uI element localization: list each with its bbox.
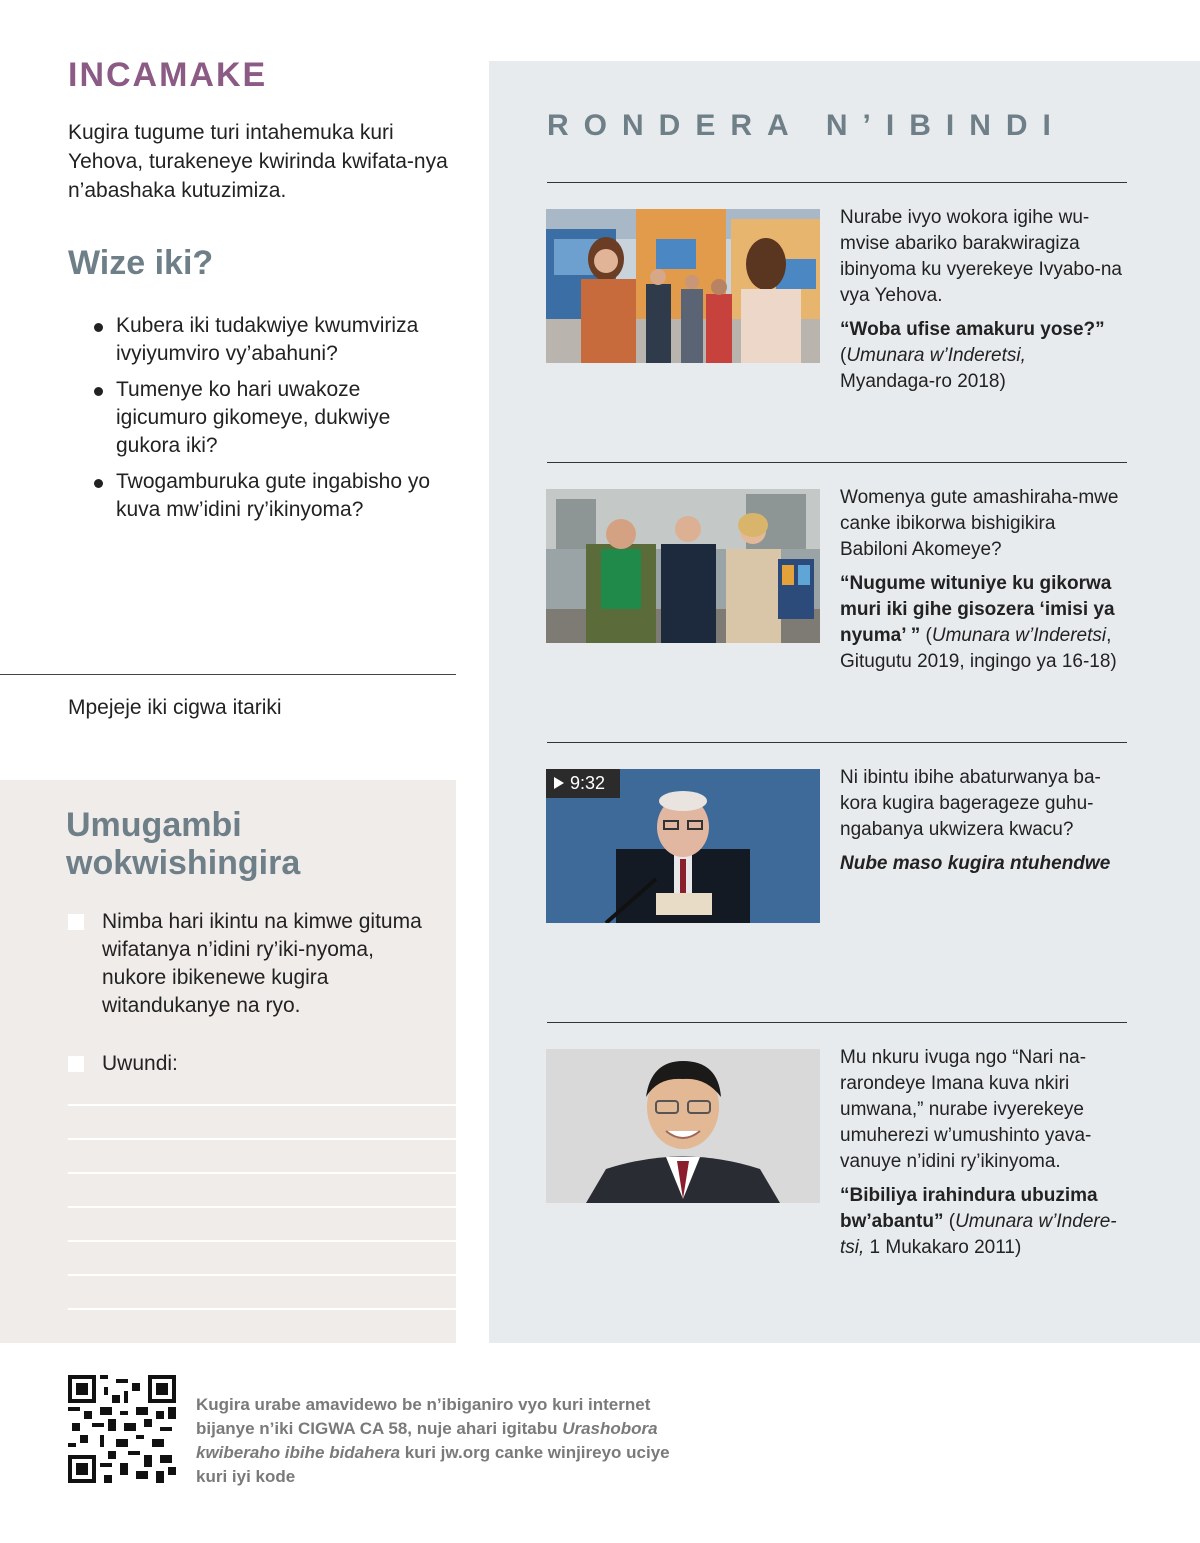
footer-text — [196, 1393, 686, 1489]
video-duration-badge — [546, 769, 620, 798]
writing-line[interactable] — [68, 1138, 456, 1140]
explore-question: Ni ibintu ibihe abaturwanya ba-kora kugira bagerageze guhu-ngabanya ukwizera kwacu? — [840, 767, 1101, 840]
footer-text-a: Kugira urabe amavidewo be n’ibiganiro vyo kuri internet bijanye n’iki CIGWA CA 58, nuje ahari igitabu — [196, 1395, 651, 1438]
card-divider — [547, 182, 1127, 183]
explore-question: Nurabe ivyo wokora igihe wu-mvise abariko barakwiragiza ibinyoma ku vyerekeye Ivyabo-na vya Yehova. — [840, 207, 1122, 306]
publication-date: 1 Mukakaro 2011) — [864, 1237, 1022, 1258]
publication-name: Umunara w’Inderetsi — [931, 625, 1107, 646]
writing-line[interactable] — [68, 1274, 456, 1276]
book-title: Urashobora kwiberaho ibihe bidahera — [196, 1419, 658, 1462]
card-divider — [547, 462, 1127, 463]
explore-card-text — [840, 485, 1125, 675]
illustration-street-witnessing-image[interactable] — [546, 489, 820, 643]
article-title-link[interactable]: “Woba ufise amakuru yose?” — [840, 319, 1105, 340]
review-question: Twogamburuka gute ingabisho yo kuva mw’idini ry’ikinyoma? — [90, 468, 450, 524]
review-questions-list — [90, 312, 450, 532]
reference-paren: ( — [920, 625, 932, 646]
explore-reference[interactable] — [840, 571, 1125, 675]
publication-date: , Gitugutu 2019, ingingo ya 16-18) — [840, 625, 1117, 672]
qr-code[interactable] — [68, 1375, 176, 1483]
video-title-link[interactable]: Nube maso kugira ntuhendwe — [840, 853, 1111, 874]
goal-item-text: Uwundi: — [102, 1052, 178, 1075]
footer-text-b: kuri jw.org canke winjireyo uciye kuri iyi kode — [196, 1443, 670, 1486]
writing-line[interactable] — [68, 1104, 456, 1106]
goal-title — [66, 806, 300, 882]
explore-reference[interactable] — [840, 1183, 1125, 1261]
completion-date-label[interactable]: Mpejeje iki cigwa itariki — [68, 696, 282, 719]
writing-line[interactable] — [68, 1172, 456, 1174]
article-title-link[interactable]: “Bibiliya irahindura ubuzima bw’abantu” — [840, 1185, 1098, 1232]
explore-card-text — [840, 1045, 1125, 1261]
goal-title-line2: wokwishingira — [66, 844, 301, 882]
goal-box — [0, 780, 456, 1343]
explore-question: Mu nkuru ivuga ngo “Nari na-rarondeye Imana kuva nkiri umwana,” nurabe ivyerekeye umuherezi w’umushinto yava-vanuye n’idini ry’ikinyoma. — [840, 1047, 1092, 1172]
explore-title: RONDERA N’IBINDI — [547, 109, 1066, 142]
summary-text: Kugira tugume turi intahemuka kuri Yehova, turakeneye kwirinda kwifata-nya n’abashaka kutuzimiza. — [68, 121, 448, 202]
card-divider — [547, 742, 1127, 743]
goal-item — [68, 908, 428, 1020]
goal-checkbox[interactable] — [68, 1056, 84, 1072]
writing-line[interactable] — [68, 1308, 456, 1310]
explore-card-text — [840, 765, 1125, 877]
goal-title-line1: Umugambi — [66, 806, 242, 844]
play-icon — [554, 777, 564, 789]
reference-paren: ( — [943, 1211, 956, 1232]
explore-reference[interactable] — [840, 317, 1125, 395]
summary-title: INCAMAKE — [68, 56, 268, 94]
portrait-photo-image[interactable] — [546, 1049, 820, 1203]
reference-paren: ( — [840, 345, 847, 366]
illustration-media-news-image[interactable] — [546, 209, 820, 363]
explore-question: Womenya gute amashiraha-mwe canke ibikorwa bishigikira Babiloni Akomeye? — [840, 487, 1119, 560]
writing-line[interactable] — [68, 1240, 456, 1242]
publication-name: Umunara w’Indere-tsi, — [840, 1211, 1117, 1258]
explore-card-text — [840, 205, 1125, 395]
publication-name: Umunara w’Inderetsi, — [846, 345, 1026, 366]
review-title: Wize iki? — [68, 244, 214, 282]
goal-item-other — [68, 1050, 428, 1078]
explore-panel — [489, 61, 1200, 1343]
writing-line[interactable] — [68, 1206, 456, 1208]
publication-date: Myandaga-ro 2018) — [840, 371, 1006, 392]
divider — [0, 674, 456, 675]
review-question: Tumenye ko hari uwakoze igicumuro gikomeye, dukwiye gukora iki? — [90, 376, 450, 460]
card-divider — [547, 1022, 1127, 1023]
goal-item-text: Nimba hari ikintu na kimwe gituma wifatanya n’idini ry’iki-nyoma, nukore ibikenewe kugira witandukanye na ryo. — [102, 910, 422, 1017]
goal-checkbox[interactable] — [68, 914, 84, 930]
video-thumbnail[interactable] — [546, 769, 820, 923]
review-question: Kubera iki tudakwiye kwumviriza ivyiyumviro vy’abahuni? — [90, 312, 450, 368]
video-duration: 9:32 — [570, 773, 606, 793]
article-title-link[interactable]: “Nugume wituniye ku gikorwa muri iki gihe gisozera ‘imisi ya nyuma’ ” — [840, 573, 1115, 646]
